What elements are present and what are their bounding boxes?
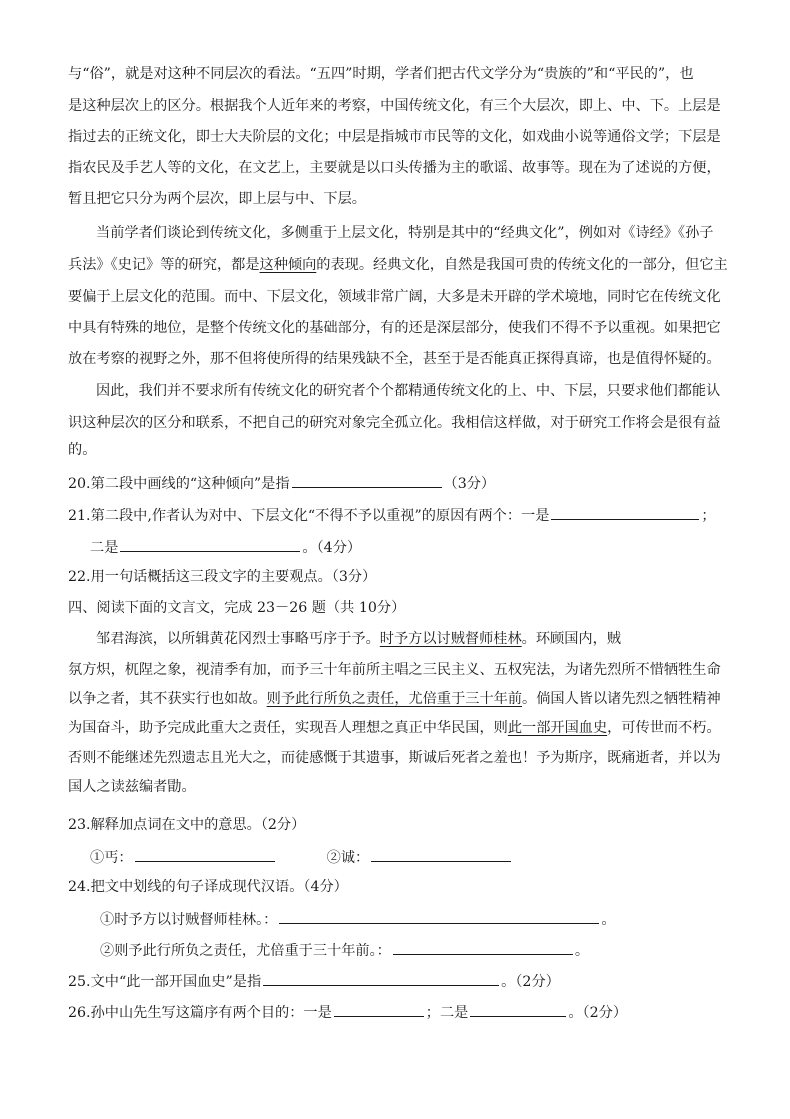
answer-blank-24b[interactable] (393, 939, 573, 955)
answer-blank-23b[interactable] (371, 846, 511, 862)
answer-blank-21b[interactable] (120, 536, 300, 552)
passage-line-3: 指过去的正统文化，即士大夫阶层的文化；中层是指城市市民等的文化，如戏曲小说等通俗文学；下层是 (68, 129, 721, 145)
question-text: 二是 (90, 540, 119, 556)
passage-line-9: 中具有特殊的地位，是整个传统文化的基础部分，有的还是深层部分，使我们不得不予以重视。如果把它 (68, 320, 721, 336)
question-25 (68, 970, 560, 992)
passage-line-4: 指农民及手艺人等的文化，在文艺上，主要就是以口头传播为主的歌谣、故事等。现在为了述说的方便， (68, 160, 721, 176)
question-text: 26.孙中山先生写这篇序有两个目的：一是 (68, 1005, 332, 1021)
item-label: ①丐： (90, 850, 133, 866)
passage-line-13: 的。 (68, 442, 97, 458)
classical-text: 。环顾国内，贼 (521, 631, 621, 647)
score: 。（2分） (568, 1005, 628, 1021)
passage-line-6: 当前学者们谈论到传统文化，多侧重于上层文化，特别是其中的“经典文化”，例如对《诗经》《孙子 (96, 225, 714, 241)
answer-blank-23a[interactable] (135, 846, 275, 862)
underlined-sentence-2: 则予此行所负之责任，尤倍重于三十年前 (266, 691, 523, 707)
underlined-phrase-3: 此一部开国血史 (507, 720, 608, 736)
classical-text: 为国奋斗，助予完成此重大之责任，实现吾人理想之真正中华民国，则 (68, 720, 508, 736)
classical-line-4 (68, 718, 721, 738)
question-24: 24.把文中划线的句子译成现代汉语。（4分） (68, 879, 348, 895)
passage-text: 的表现。经典文化，自然是我国可贵的传统文化的一部分，但它主 (316, 257, 728, 273)
classical-line-1 (96, 629, 621, 649)
answer-blank-20[interactable] (292, 472, 442, 488)
period: 。 (574, 943, 590, 959)
classical-line-2: 氛方炽，杌陧之象，视清季有加，而予三十年前所主唱之三民主义、五权宪法，为诸先烈所不惜牺牲生命 (68, 662, 721, 678)
passage-line-5: 暂且把它只分为两个层次，即上层与中、下层。 (68, 191, 366, 207)
separator: ； (701, 508, 716, 524)
passage-line-12: 识这种层次的区分和联系，不把自己的研究对象完全孤立化。我相信这样做，对于研究工作将会是很有益 (68, 415, 721, 431)
answer-blank-21a[interactable] (551, 504, 699, 520)
passage-line-1: 与“俗”，就是对这种不同层次的看法。“五四”时期，学者们把古代文学分为“贵族的”和“平民的”，也 (68, 66, 694, 82)
answer-blank-24a[interactable] (279, 908, 599, 924)
classical-text: 。倘国人皆以诸先烈之牺牲精神 (522, 691, 721, 707)
classical-line-3 (68, 689, 721, 709)
underlined-phrase: 这种倾向 (259, 257, 317, 273)
question-22: 22.用一句话概括这三段文字的主要观点。（3分） (68, 569, 377, 585)
item-label: ②则予此行所负之责任，尤倍重于三十年前。： (100, 943, 391, 959)
classical-line-6: 国人之读兹编者勖。 (68, 779, 196, 795)
question-21-part2 (90, 536, 361, 558)
score: （3分） (443, 476, 496, 492)
question-23: 23.解释加点词在文中的意思。（2分） (68, 817, 306, 833)
passage-line-10: 放在考察的视野之外，那不但将使所得的结果残缺不全，甚至于是否能真正探得真谛，也是值得怀疑的。 (68, 351, 721, 367)
answer-blank-25[interactable] (263, 970, 499, 986)
question-21 (68, 504, 716, 526)
classical-line-5: 否则不能继述先烈遗志且光大之，而徒感慨于其遗事，斯诚后死者之羞也！予为斯序，既痛逝者，并以为 (68, 750, 721, 766)
question-24-b (100, 939, 589, 961)
answer-blank-26b[interactable] (470, 1001, 566, 1017)
question-text: 20.第二段中画线的“这种倾向”是指 (68, 476, 290, 492)
section-4-heading: 四、阅读下面的文言文，完成 23－26 题（共 10分） (68, 600, 406, 616)
underlined-sentence-1: 时予方以讨贼督师桂林 (379, 631, 522, 647)
score: 。（4分） (302, 540, 362, 556)
passage-line-2: 是这种层次上的区分。根据我个人近年来的考察，中国传统文化，有三个大层次，即上、中、下。上层是 (68, 98, 721, 114)
answer-blank-26a[interactable] (334, 1001, 424, 1017)
question-20 (68, 472, 495, 494)
period: 。 (601, 912, 616, 928)
question-text: 25.文中“此一部开国血史”是指 (68, 974, 262, 990)
passage-line-11: 因此，我们并不要求所有传统文化的研究者个个都精通传统文化的上、中、下层，只要求他们都能认 (96, 383, 721, 399)
classical-text: 邹君海滨，以所辑黄花冈烈士事略丐序于予。 (96, 631, 380, 647)
item-label: ①时予方以讨贼督师桂林。： (100, 912, 278, 928)
passage-text: 兵法》《史记》等的研究，都是 (68, 257, 260, 273)
classical-text: ，可传世而不朽。 (607, 720, 721, 736)
passage-line-8: 要偏于上层文化的范围。而中、下层文化，领域非常广阔，大多是未开辟的学术境地，同时它在传统文化 (68, 289, 721, 305)
passage-line-7 (68, 255, 728, 275)
question-text: ；二是 (425, 1005, 469, 1021)
classical-text: 以争之者，其不获实行也如故。 (68, 691, 267, 707)
question-text: 21.第二段中,作者认为对中、下层文化“不得不予以重视”的原因有两个：一是 (68, 508, 550, 524)
score: 。（2分） (501, 974, 560, 990)
item-label: ②诚： (326, 850, 370, 866)
question-26 (68, 1001, 627, 1023)
question-24-a (100, 908, 616, 930)
question-23-items (90, 846, 513, 868)
